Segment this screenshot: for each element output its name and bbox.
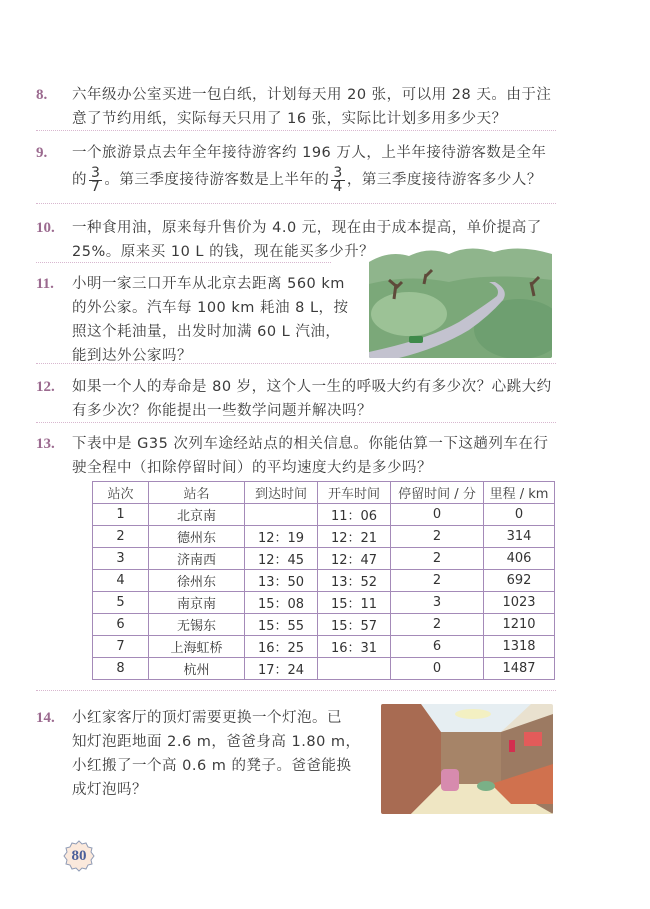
cell-arrival <box>245 504 318 526</box>
page-number: 80 <box>71 848 87 864</box>
column-header: 站名 <box>149 482 245 504</box>
cell-distance: 314 <box>484 526 555 548</box>
cell-station: 南京南 <box>149 592 245 614</box>
cell-station: 杭州 <box>149 658 245 680</box>
problem-text-line: 下表中是 G35 次列车途经站点的相关信息。你能估算一下这趟列车在行 <box>72 436 549 452</box>
cell-stop: 2 <box>93 526 149 548</box>
problem-text-line: 知灯泡距地面 2.6 m，爸爸身高 1.80 m， <box>72 734 361 750</box>
cell-departure: 15：57 <box>318 614 391 636</box>
table-row <box>93 526 555 548</box>
cell-station: 济南西 <box>149 548 245 570</box>
cell-departure: 16：31 <box>318 636 391 658</box>
problem-13 <box>36 432 548 480</box>
problem-text-line: 小明一家三口开车从北京去距离 560 km <box>72 276 345 292</box>
problem-number: 8. <box>36 87 48 103</box>
cell-distance: 1210 <box>484 614 555 636</box>
cell-stop: 4 <box>93 570 149 592</box>
problem-number: 11. <box>36 276 54 292</box>
cell-departure: 11：06 <box>318 504 391 526</box>
table-row <box>93 614 555 636</box>
cell-arrival: 16：25 <box>245 636 318 658</box>
problem-11 <box>36 272 349 368</box>
table-row <box>93 592 555 614</box>
cell-distance: 0 <box>484 504 555 526</box>
cell-station: 无锡东 <box>149 614 245 636</box>
cell-stop: 1 <box>93 504 149 526</box>
table-header-row <box>93 482 555 504</box>
problem-12 <box>36 375 552 423</box>
cell-distance: 1487 <box>484 658 555 680</box>
problem-text-line: 小红家客厅的顶灯需要更换一个灯泡。已 <box>72 710 342 726</box>
cell-distance: 406 <box>484 548 555 570</box>
problem-text: ，第三季度接待游客多少人？ <box>346 172 542 188</box>
page-number-badge <box>63 840 95 872</box>
problem-text-line: 有多少次？你能提出一些数学问题并解决吗？ <box>72 403 372 419</box>
problem-text-line: 25%。原来买 10 L 的钱，现在能买多少升？ <box>72 244 375 260</box>
living-room-illustration <box>381 704 553 814</box>
column-header: 到达时间 <box>245 482 318 504</box>
cell-stop-minutes: 2 <box>391 548 484 570</box>
cell-arrival: 12：45 <box>245 548 318 570</box>
problem-text-line: 能到达外公家吗？ <box>72 348 192 364</box>
problem-text-line: 的外公家。汽车每 100 km 耗油 8 L，按 <box>72 300 349 316</box>
problem-14 <box>36 706 361 802</box>
cell-arrival: 15：55 <box>245 614 318 636</box>
cell-stop-minutes: 2 <box>391 570 484 592</box>
problem-text: 。第三季度接待游客数是上半年的 <box>104 172 330 188</box>
problem-number: 12. <box>36 379 55 395</box>
dotted-separator <box>36 262 331 263</box>
problem-text-line: 意了节约用纸，实际每天只用了 16 张，实际比计划多用多少天？ <box>72 111 507 127</box>
problem-text-line: 一种食用油，原来每升售价为 4.0 元，现在由于成本提高，单价提高了 <box>72 220 542 236</box>
cell-distance: 692 <box>484 570 555 592</box>
problem-number: 13. <box>36 436 55 452</box>
cell-stop-minutes: 0 <box>391 658 484 680</box>
cell-stop-minutes: 3 <box>391 592 484 614</box>
cell-departure: 13：52 <box>318 570 391 592</box>
cell-distance: 1318 <box>484 636 555 658</box>
fraction: $\frac{3}{4}$ <box>333 164 343 195</box>
fraction: $\frac{3}{7}$ <box>91 164 101 195</box>
column-header: 停留时间 / 分 <box>391 482 484 504</box>
problem-text-line: 照这个耗油量，出发时加满 60 L 汽油， <box>72 324 341 340</box>
road-illustration <box>369 244 552 358</box>
dotted-separator <box>36 363 556 364</box>
cell-stop: 6 <box>93 614 149 636</box>
problem-number: 14. <box>36 710 55 726</box>
cell-station: 北京南 <box>149 504 245 526</box>
problem-number: 10. <box>36 220 55 236</box>
problem-text-line: 六年级办公室买进一包白纸，计划每天用 20 张，可以用 28 天。由于注 <box>72 87 552 103</box>
problem-text-line: 如果一个人的寿命是 80 岁，这个人一生的呼吸大约有多少次？心跳大约 <box>72 379 552 395</box>
problem-8 <box>36 83 551 131</box>
column-header: 里程 / km <box>484 482 555 504</box>
cell-arrival: 15：08 <box>245 592 318 614</box>
cell-arrival: 17：24 <box>245 658 318 680</box>
table-row <box>93 504 555 526</box>
table-row <box>93 658 555 680</box>
column-header: 开车时间 <box>318 482 391 504</box>
cell-stop: 7 <box>93 636 149 658</box>
table-row <box>93 570 555 592</box>
dotted-separator <box>36 203 556 204</box>
cell-arrival: 13：50 <box>245 570 318 592</box>
cell-departure: 12：47 <box>318 548 391 570</box>
problem-text-line: 驶全程中（扣除停留时间）的平均速度大约是多少吗？ <box>72 460 432 476</box>
cell-distance: 1023 <box>484 592 555 614</box>
cell-stop-minutes: 2 <box>391 526 484 548</box>
cell-station: 德州东 <box>149 526 245 548</box>
cell-station: 徐州东 <box>149 570 245 592</box>
problem-9 <box>36 141 546 195</box>
problem-text-line: 一个旅游景点去年全年接待游客约 196 万人，上半年接待游客数是全年 <box>72 145 547 161</box>
dotted-separator <box>36 422 556 423</box>
cell-stop-minutes: 0 <box>391 504 484 526</box>
cell-departure: 15：11 <box>318 592 391 614</box>
dotted-separator <box>36 690 556 691</box>
cell-stop-minutes: 6 <box>391 636 484 658</box>
cell-stop-minutes: 2 <box>391 614 484 636</box>
table-row <box>93 548 555 570</box>
cell-station: 上海虹桥 <box>149 636 245 658</box>
cell-departure: 12：21 <box>318 526 391 548</box>
cell-stop: 8 <box>93 658 149 680</box>
cell-departure <box>318 658 391 680</box>
dotted-separator <box>36 130 556 131</box>
cell-stop: 3 <box>93 548 149 570</box>
table-row <box>93 636 555 658</box>
problem-text-line: 成灯泡吗？ <box>72 782 147 798</box>
problem-text: 的 <box>72 172 87 188</box>
problem-number: 9. <box>36 145 48 161</box>
problem-text-line: 小红搬了一个高 0.6 m 的凳子。爸爸能换 <box>72 758 352 774</box>
train-schedule-table <box>92 481 555 680</box>
cell-arrival: 12：19 <box>245 526 318 548</box>
column-header: 站次 <box>93 482 149 504</box>
cell-stop: 5 <box>93 592 149 614</box>
